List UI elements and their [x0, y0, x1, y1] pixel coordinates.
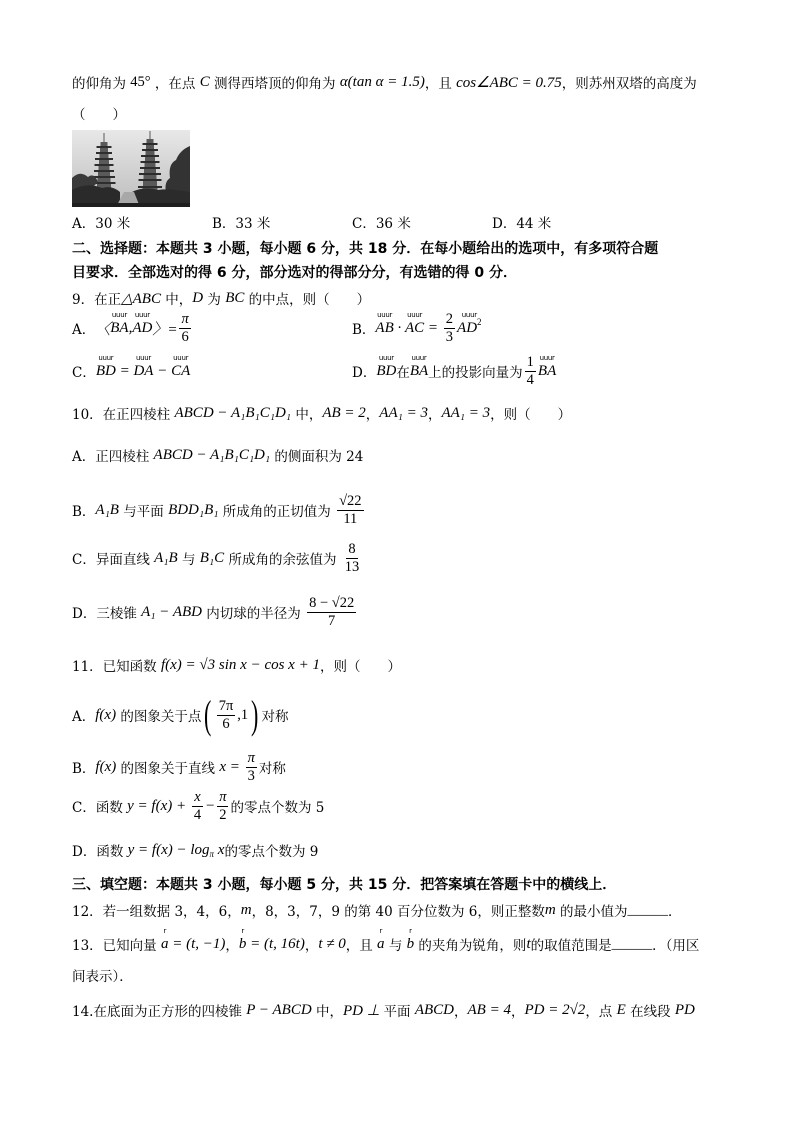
vector-mark: uuur [98, 353, 114, 362]
option-label: D． [492, 216, 517, 232]
q9-option-d [352, 349, 556, 393]
twin-towers-photo [72, 130, 190, 207]
q14-segment-pd: PD [674, 1001, 695, 1018]
option-label: B． [212, 216, 236, 232]
option-text: 30 米 [95, 216, 131, 232]
q11-expr: y = f(x) + [127, 797, 190, 814]
q9-text: 在 [396, 365, 410, 381]
q10-text: C．异面直线 [72, 552, 155, 568]
q10-text: ， [427, 407, 442, 423]
numerator: 7π [218, 697, 234, 714]
q12-text: ． [668, 904, 682, 920]
q11-text: 的图象关于直线 [116, 761, 220, 777]
vector-mark: uuur [134, 310, 150, 319]
q10-plane: BDD₁B₁ [168, 501, 219, 518]
option-label: C． [352, 216, 376, 232]
q12-stem [72, 895, 682, 925]
q13-text: ， [304, 938, 319, 954]
vector-label: BA [409, 362, 429, 379]
q8-point-c: C [199, 73, 210, 90]
angle-bracket: 〈 [95, 321, 111, 338]
q11-text: 的零点个数为 5 [230, 800, 325, 816]
q14-plane: ABCD [414, 1001, 454, 1018]
vector-da [133, 353, 154, 380]
q10-text: 10．在正四棱柱 [72, 407, 175, 423]
numerator: π [219, 788, 227, 805]
option-text: 44 米 [516, 216, 552, 232]
q11-text: 对称 [261, 709, 289, 725]
section-heading: 二、选择题：本题共 3 小题，每小题 6 分，共 18 分．在每小题给出的选项中，有多项符合题 [72, 241, 659, 257]
vector-ba [409, 353, 429, 380]
vector-mark: uuur [461, 310, 477, 319]
q10-line-a1b: A₁B [95, 501, 119, 518]
q10-pyramid: A₁ − ABD [141, 603, 203, 620]
q9-text: 中， [160, 292, 193, 308]
option-label: A． [72, 322, 96, 338]
twin-towers-illustration [72, 130, 190, 207]
q11-function: f(x) = √3 sin x − cos x + 1 [160, 656, 320, 673]
q8-angle: 45° [130, 73, 151, 90]
point-y: ,1 [237, 706, 249, 723]
vector-label: b [406, 935, 415, 952]
q8-text: 测得西塔顶的仰角为 [209, 76, 340, 92]
fraction [337, 493, 363, 528]
q13-text: ，且 [345, 938, 378, 954]
fraction [217, 789, 228, 824]
q9-option-b [352, 306, 482, 350]
q9-point-d: D [192, 289, 204, 306]
option-text: 36 米 [375, 216, 411, 232]
q8-tan-expr: α(tan α = 1.5) [339, 73, 425, 90]
q11-text: 对称 [258, 761, 286, 777]
vector-ba [110, 310, 129, 337]
q8-text: ，且 [424, 76, 457, 92]
q12-var-m: m [240, 901, 252, 918]
q11-text: D．函数 [72, 844, 128, 860]
q14-text: 平面 [383, 1004, 415, 1020]
vector-mark: uuur [411, 353, 427, 362]
q9-text: 9．在正 [72, 292, 122, 308]
q14-text: 中， [311, 1004, 343, 1020]
answer-blank: ______ [627, 902, 669, 917]
vector-a [377, 926, 385, 953]
q9-segment-bc: BC [225, 289, 245, 306]
q12-text: ，8，3，7，9 的第 40 百分位数为 6，则正整数 [251, 904, 545, 920]
q9-text: 上的投影向量为 [428, 365, 523, 381]
vector-label: a [160, 935, 169, 952]
q12-text: 的最小值为 [555, 904, 628, 920]
denominator: 11 [343, 510, 358, 527]
q14-pyramid: P − ABCD [246, 1001, 312, 1018]
option-text: 33 米 [235, 216, 271, 232]
q14-text: ， [454, 1004, 468, 1020]
q10-text: ，则（ ） [490, 407, 572, 423]
minus: − [153, 362, 172, 379]
option-label: C． [72, 365, 96, 381]
vector-label: BD [376, 362, 397, 379]
denominator: 13 [344, 558, 360, 575]
vector-mark: uuur [173, 353, 189, 362]
q10-text: 的侧面积为 24 [270, 449, 364, 465]
q10-ab: AB = 2 [322, 404, 366, 421]
minus: − [205, 797, 216, 814]
big-paren-close: ) [251, 692, 259, 737]
numerator: π [181, 310, 189, 327]
q11-stem [72, 650, 401, 680]
q8-text: ，在点 [150, 76, 200, 92]
q13-text: 的取值范围是 [530, 938, 612, 954]
q10-prism: ABCD − A₁B₁C₁D₁ [153, 446, 271, 463]
option-label: D． [352, 365, 377, 381]
vector-ad [132, 310, 153, 337]
vector-ac [405, 310, 425, 337]
q10-option-c [72, 533, 363, 583]
fraction [179, 311, 190, 346]
vector-ba [537, 353, 557, 380]
denominator: 6 [222, 715, 230, 732]
q14-pd: PD = 2√2 [524, 1001, 586, 1018]
big-paren-open: ( [204, 692, 212, 737]
q9-text: 的中点，则（ ） [244, 292, 371, 308]
vector-ab [375, 310, 394, 337]
section-heading: 目要求．全部选对的得 6 分，部分选对的得部分分，有选错的得 0 分． [72, 265, 517, 281]
vector-mark: uuur [135, 353, 151, 362]
q12-var-m: m [544, 901, 556, 918]
option-label: B． [352, 322, 376, 338]
q13-stem-line2 [72, 960, 133, 990]
equals: = [115, 362, 134, 379]
vector-label: BD [95, 362, 116, 379]
q10-stem [72, 398, 571, 428]
denominator: 3 [247, 767, 255, 784]
q14-text: ，点 [585, 1004, 617, 1020]
q10-prism: ABCD − A₁B₁C₁D₁ [174, 404, 292, 421]
denominator: 4 [193, 806, 202, 823]
vector-mark: uuur [377, 310, 393, 319]
q10-text: D．三棱锥 [72, 606, 142, 622]
log-base: π [209, 849, 215, 859]
q11-text: B． [72, 761, 96, 777]
fraction [307, 595, 356, 630]
vector-label: DA [133, 362, 154, 379]
vector-mark: uuur [378, 353, 394, 362]
vector-label: BA [537, 362, 557, 379]
comma: , [128, 319, 133, 336]
vector-label: AB [375, 319, 394, 336]
vector-ca [171, 353, 191, 380]
vector-mark: r [409, 926, 412, 935]
q9-option-a [72, 306, 193, 350]
vector-mark: r [379, 926, 383, 935]
q10-text: B． [72, 504, 96, 520]
exponent: 2 [477, 316, 482, 327]
vector-label: b [238, 935, 247, 952]
q8-cos-expr: cos∠ABC = 0.75 [456, 74, 562, 91]
q14-ab: AB = 4 [467, 1001, 511, 1018]
q9-option-c [72, 349, 190, 393]
q8-text: ，则苏州双塔的高度为 [561, 76, 697, 92]
vector-label: BA [110, 319, 129, 336]
q13-text: ， [225, 938, 239, 954]
vector-a [160, 926, 169, 953]
q10-line-a1b: A₁B [154, 549, 178, 566]
q10-line-b1c: B₁C [199, 549, 225, 566]
vector-bd [376, 353, 397, 380]
fraction [343, 541, 362, 576]
numerator: 1 [526, 353, 534, 370]
vector-mark: r [163, 926, 167, 935]
q10-text: 内切球的半径为 [202, 606, 306, 622]
q10-text: 中， [291, 407, 323, 423]
q11-text: A． [72, 709, 96, 725]
q13-var-t: t [526, 935, 531, 952]
q11-option-a [72, 690, 288, 740]
q14-text: 在线段 [625, 1004, 675, 1020]
q10-text: 所成角的余弦值为 [224, 552, 341, 568]
q13-text: 的夹角为锐角，则 [414, 938, 527, 954]
q13-expr: t ≠ 0 [318, 935, 346, 952]
numerator: 8 − √22 [309, 594, 355, 611]
numerator: 8 [348, 540, 356, 557]
denominator: 4 [526, 371, 534, 388]
numerator: √22 [339, 492, 362, 509]
denominator: 6 [181, 328, 189, 345]
fraction [246, 750, 257, 785]
q10-text: 与平面 [118, 504, 169, 520]
fraction [192, 789, 203, 824]
q9-text: 为 [203, 292, 226, 308]
fraction [217, 698, 236, 733]
vector-b [238, 926, 247, 953]
vector-ad [457, 310, 482, 337]
q14-text: 14.在底面为正方形的四棱锥 [72, 1004, 247, 1020]
vector-b [406, 926, 415, 953]
dot-operator: · [393, 319, 405, 336]
q14-pd-perp: PD ⊥ [342, 1002, 384, 1019]
q10-text: 所成角的正切值为 [218, 504, 336, 520]
q11-option-d [72, 835, 318, 865]
numerator: 2 [445, 310, 454, 327]
vector-label: a [377, 935, 385, 952]
q11-text: 的零点个数为 9 [224, 844, 319, 860]
q13-expr: = (t, −1) [168, 935, 226, 952]
q11-expr: y = f(x) − log [127, 841, 210, 858]
q8-text: 的仰角为 [72, 76, 131, 92]
q9-triangle: △ABC [121, 290, 161, 307]
q13-text: 与 [384, 938, 407, 954]
q14-stem [72, 995, 695, 1025]
answer-paren: （ ） [72, 107, 126, 123]
q11-fx: f(x) [95, 706, 117, 723]
vector-label: AC [405, 319, 425, 336]
angle-bracket-equals: 〉= [152, 321, 178, 338]
q10-text: 与 [177, 552, 200, 568]
q13-text: 13．已知向量 [72, 938, 161, 954]
numerator: π [247, 749, 255, 766]
q11-fx: f(x) [95, 758, 117, 775]
q8-stem-line [72, 67, 697, 97]
vector-label: AD [132, 319, 153, 336]
q13-stem-line1 [72, 926, 700, 959]
numerator: x [194, 788, 201, 805]
vector-label: AD [457, 319, 478, 336]
vector-mark: uuur [407, 310, 423, 319]
q10-aa1: AA₁ = 3 [441, 404, 491, 421]
q13-text: 间表示）． [72, 969, 133, 985]
q10-aa1: AA₁ = 3 [379, 404, 428, 421]
vector-bd [95, 353, 116, 380]
vector-mark: uuur [539, 353, 555, 362]
option-label: A． [72, 216, 96, 232]
q10-text: ， [365, 407, 380, 423]
q10-option-b [72, 485, 366, 535]
q11-text: C．函数 [72, 800, 128, 816]
q11-text: 11．已知函数 [72, 659, 161, 675]
q11-text: 的图象关于点 [116, 709, 202, 725]
log-arg: x [214, 841, 225, 858]
vector-mark: uuur [111, 310, 127, 319]
section-heading: 三、填空题：本题共 3 小题，每小题 5 分，共 15 分．把答案填在答题卡中的横线上． [72, 877, 617, 893]
q11-option-c [72, 784, 324, 828]
q13-expr: = (t, 16t) [246, 935, 305, 952]
q11-text: ，则（ ） [319, 659, 401, 675]
q10-option-d [72, 587, 358, 637]
answer-blank: ______ [611, 936, 653, 951]
denominator: 2 [219, 806, 227, 823]
denominator: 7 [328, 612, 336, 629]
q14-text: ， [510, 1004, 525, 1020]
equals: = [424, 319, 442, 336]
q10-option-a [72, 440, 363, 470]
vector-label: CA [171, 362, 191, 379]
denominator: 3 [445, 328, 454, 345]
q11-x-equals: x = [219, 758, 244, 775]
q13-text: ．（用区 [652, 938, 700, 954]
q8-answer-paren [72, 98, 126, 128]
vector-mark: r [241, 926, 244, 935]
q12-text: 12．若一组数据 3，4，6， [72, 904, 241, 920]
q14-point-e: E [616, 1001, 626, 1018]
fraction [444, 311, 455, 346]
q10-text: A．正四棱柱 [72, 449, 154, 465]
fraction [525, 354, 536, 389]
